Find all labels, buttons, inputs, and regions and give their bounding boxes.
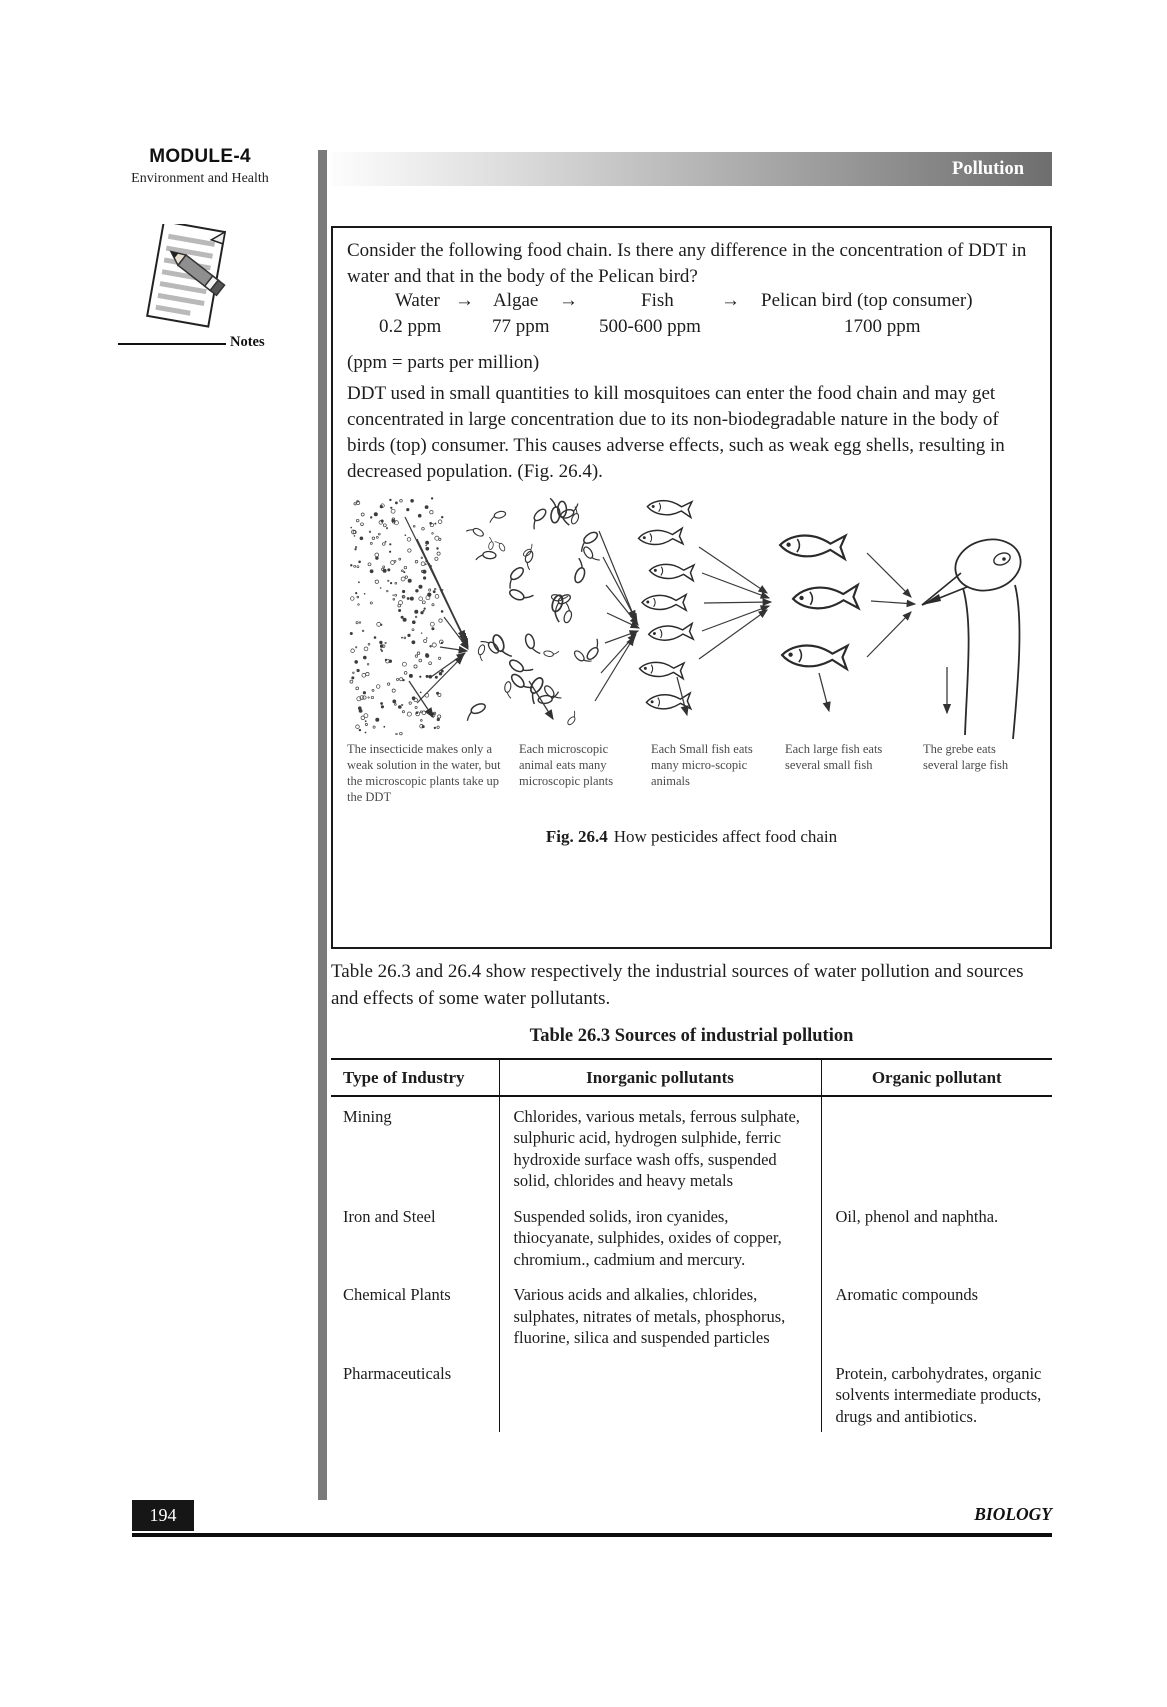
chain-stage: Pelican bird (top consumer) <box>761 290 973 311</box>
grebe-bird <box>922 533 1026 739</box>
table-row <box>331 1197 1052 1276</box>
chain-stage: Water <box>395 290 440 311</box>
chapter-band <box>331 152 1052 186</box>
figure-caption-3: Each Small fish eats many micro-scopic animals <box>651 742 753 788</box>
module-subtitle: Environment and Health <box>131 171 269 186</box>
arrow-glyph: → <box>721 290 740 311</box>
intro-text: Consider the following food chain. Is there any difference in the concentration of DDT in water and that in the body of the Pelican bird? <box>347 240 1027 287</box>
ppm-note: (ppm = parts per million) <box>347 352 540 373</box>
body-paragraph: Table 26.3 and 26.4 show respectively the industrial sources of water pollution and sources and effects of some water pollutants. <box>331 961 1024 1009</box>
industrial-pollution-table <box>331 1058 1052 1432</box>
table-row <box>331 1275 1052 1354</box>
figure-captions <box>347 741 1036 815</box>
food-chain-values <box>347 316 1036 342</box>
chain-value: 500-600 ppm <box>599 316 701 337</box>
module-title: MODULE-4 <box>149 146 251 167</box>
cell-organic <box>821 1096 1052 1197</box>
cell-inorganic: Various acids and alkalies, chlorides, sulphates, nitrates of metals, phosphorus, fluorine, silica and suspended particles <box>499 1275 821 1354</box>
book-title: BIOLOGY <box>974 1504 1052 1524</box>
figure-caption-4: Each large fish eats several small fish <box>785 742 883 772</box>
insecticide-dots <box>350 497 444 735</box>
large-fish-group <box>780 533 859 669</box>
chain-value: 1700 ppm <box>844 316 921 337</box>
food-chain-names <box>347 290 1036 316</box>
chain-value: 77 ppm <box>492 316 550 337</box>
question-box <box>331 226 1052 949</box>
col-header-industry: Type of Industry <box>331 1059 499 1096</box>
cell-industry: Chemical Plants <box>343 1285 451 1304</box>
cell-inorganic: Chlorides, various metals, ferrous sulphate, sulphuric acid, hydrogen sulphide, ferric hydroxide surface wash offs, suspended solid, chlorides and heavy metals <box>499 1096 821 1197</box>
col-header-organic: Organic pollutant <box>821 1059 1052 1096</box>
cell-inorganic: Suspended solids, iron cyanides, thiocyanate, sulphides, oxides of copper, chromium., cadmium and mercury. <box>499 1197 821 1276</box>
chain-value: 0.2 ppm <box>379 316 442 337</box>
arrow-glyph: → <box>455 290 474 311</box>
cell-organic: Aromatic compounds <box>821 1275 1052 1354</box>
cell-inorganic <box>499 1354 821 1433</box>
cell-industry: Pharmaceuticals <box>343 1363 452 1383</box>
small-fish-group <box>638 499 694 711</box>
plankton-cluster <box>463 498 605 726</box>
notes-icon <box>126 224 276 341</box>
notes-caption <box>118 334 268 351</box>
table-row <box>331 1096 1052 1197</box>
footer-rule <box>132 1533 1052 1537</box>
figure-caption-5: The grebe eats several large fish <box>923 742 1009 772</box>
col-header-inorganic: Inorganic pollutants <box>499 1059 821 1096</box>
module-block <box>110 146 290 187</box>
cell-organic: Oil, phenol and naphtha. <box>821 1197 1052 1276</box>
ddt-paragraph: DDT used in small quantities to kill mosquitoes can enter the food chain and may get concentrated in large concentration due to its non-biodegradable nature in the body of birds (top) consumer. This causes adverse effects, such as weak egg shells, resulting in decreased population. (Fig. 26.4). <box>347 383 1005 482</box>
cell-industry: Mining <box>343 1106 392 1126</box>
figure-caption-1: The insecticide makes only a weak solution in the water, but the microscopic plants take up the DDT <box>347 742 501 804</box>
cell-industry: Iron and Steel <box>343 1206 436 1226</box>
notes-rule <box>118 343 226 345</box>
chain-stage: Algae <box>493 290 539 311</box>
chain-stage: Fish <box>641 290 674 311</box>
arrow-glyph: → <box>559 290 578 311</box>
figure-label: Fig. 26.4 How pesticides affect food chain <box>545 827 838 846</box>
food-chain-figure <box>347 489 1037 741</box>
cell-organic: Protein, carbohydrates, organic solvents intermediate products, drugs and antibiotics. <box>821 1354 1052 1433</box>
figure-caption-2: Each microscopic animal eats many microscopic plants <box>519 742 614 788</box>
table-header-row <box>331 1059 1052 1096</box>
chapter-title: Pollution <box>952 158 1024 179</box>
notes-label: Notes <box>230 334 265 350</box>
vertical-divider <box>318 150 327 1500</box>
page-number: 194 <box>132 1500 194 1531</box>
table-title: Table 26.3 Sources of industrial pollution <box>529 1026 854 1046</box>
table-row <box>331 1354 1052 1433</box>
